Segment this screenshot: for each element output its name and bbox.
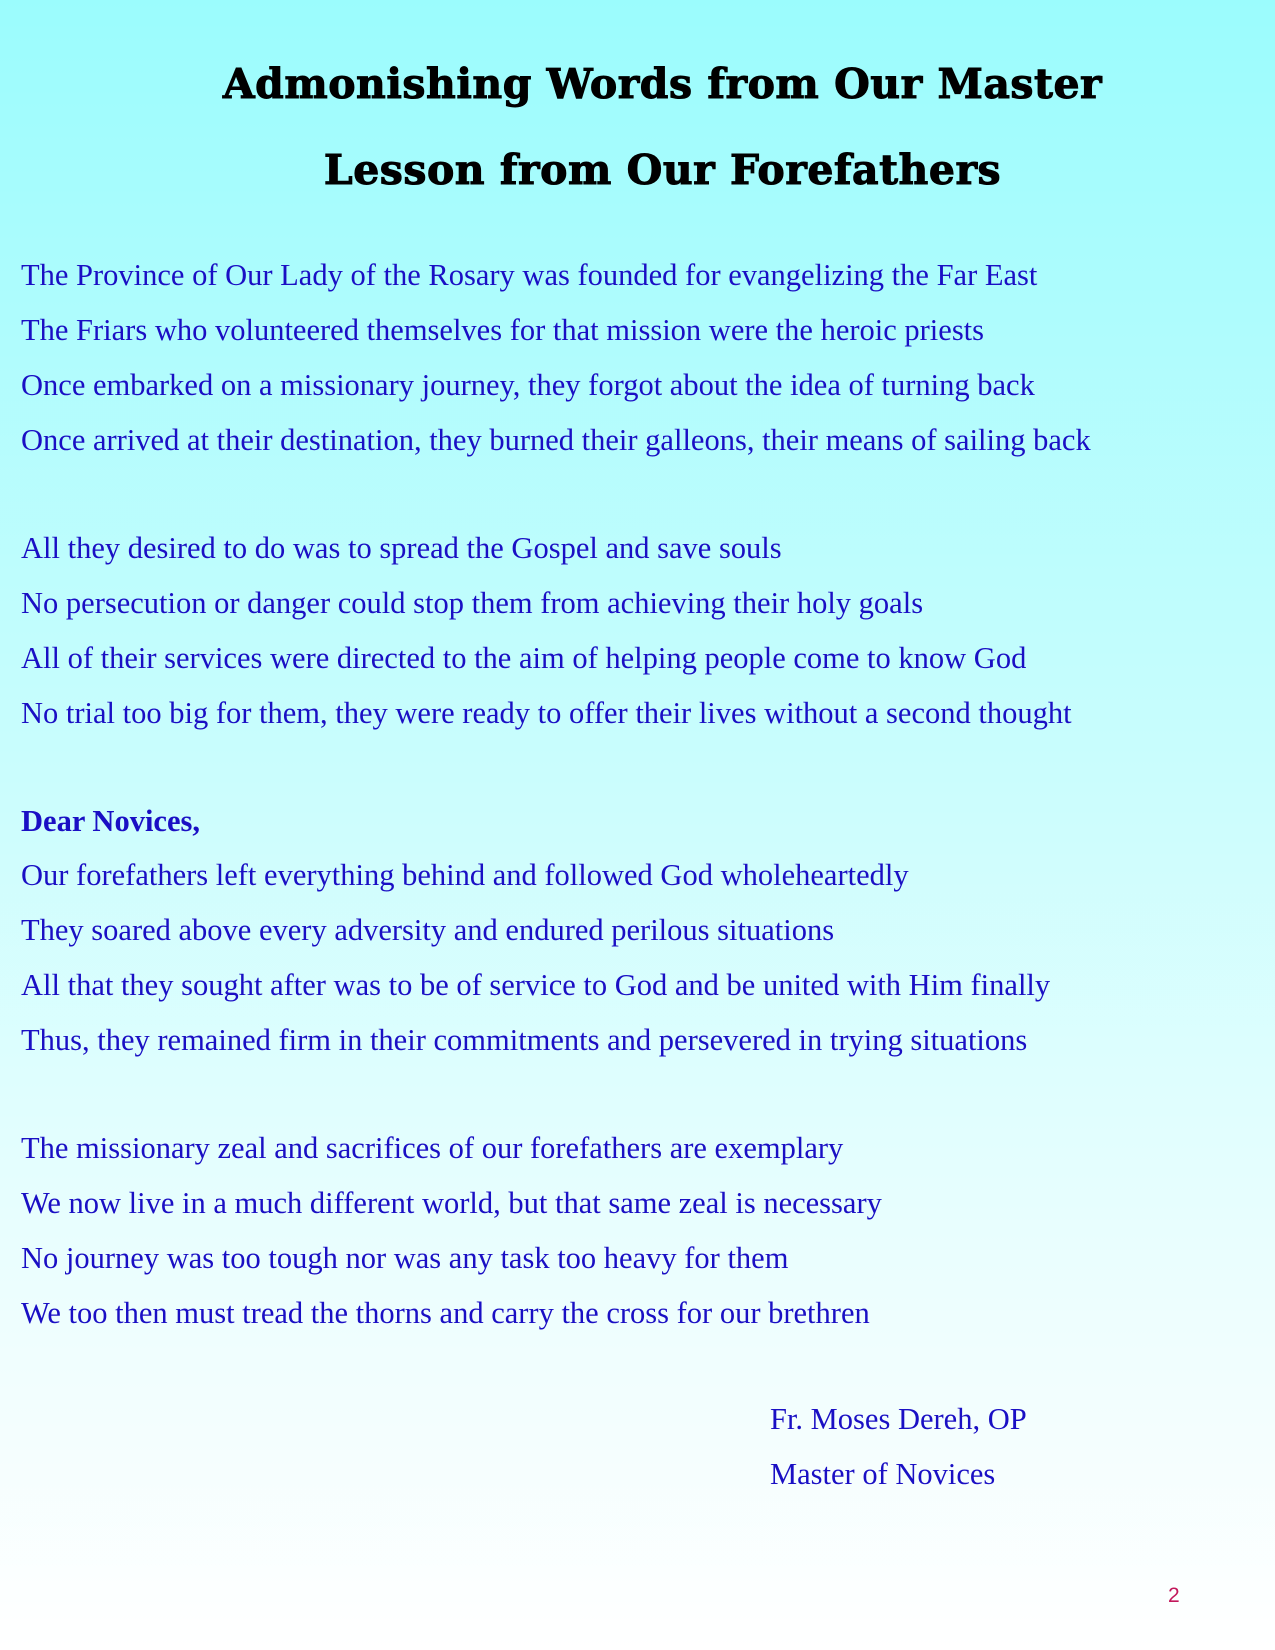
page-title: Admonishing Words from Our Master bbox=[222, 60, 1103, 108]
poem-line: Once embarked on a missionary journey, they forgot about the idea of turning back bbox=[21, 368, 1035, 402]
poem-line: Our forefathers left everything behind and followed God wholeheartedly bbox=[21, 858, 909, 892]
poem-line: No journey was too tough nor was any task too heavy for them bbox=[21, 1241, 789, 1275]
poem-line: We now live in a much different world, but that same zeal is necessary bbox=[21, 1186, 882, 1220]
page-subtitle: Lesson from Our Forefathers bbox=[323, 146, 1002, 194]
poem-line: We too then must tread the thorns and carry the cross for our brethren bbox=[21, 1296, 870, 1330]
poem-line: All they desired to do was to spread the Gospel and save souls bbox=[21, 531, 782, 565]
poem-line: They soared above every adversity and endured perilous situations bbox=[21, 913, 835, 947]
poem-line: The missionary zeal and sacrifices of our forefathers are exemplary bbox=[21, 1131, 844, 1165]
signature-name: Fr. Moses Dereh, OP bbox=[770, 1402, 1027, 1436]
poem-line: The Province of Our Lady of the Rosary was founded for evangelizing the Far East bbox=[21, 258, 1038, 292]
poem-line: Once arrived at their destination, they burned their galleons, their means of sailing back bbox=[21, 423, 1091, 457]
poem-line: The Friars who volunteered themselves for that mission were the heroic priests bbox=[21, 313, 985, 347]
poem-line: No persecution or danger could stop them from achieving their holy goals bbox=[21, 586, 924, 620]
salutation: Dear Novices, bbox=[21, 804, 200, 838]
poem-line: All that they sought after was to be of service to God and be united with Him finally bbox=[21, 968, 1051, 1002]
page-number: 2 bbox=[1168, 1584, 1180, 1607]
poem-line: All of their services were directed to the aim of helping people come to know God bbox=[21, 641, 1027, 675]
signature-role: Master of Novices bbox=[770, 1457, 996, 1491]
poem-line: No trial too big for them, they were ready to offer their lives without a second thought bbox=[21, 696, 1072, 730]
poem-line: Thus, they remained firm in their commitments and persevered in trying situations bbox=[21, 1023, 1028, 1057]
